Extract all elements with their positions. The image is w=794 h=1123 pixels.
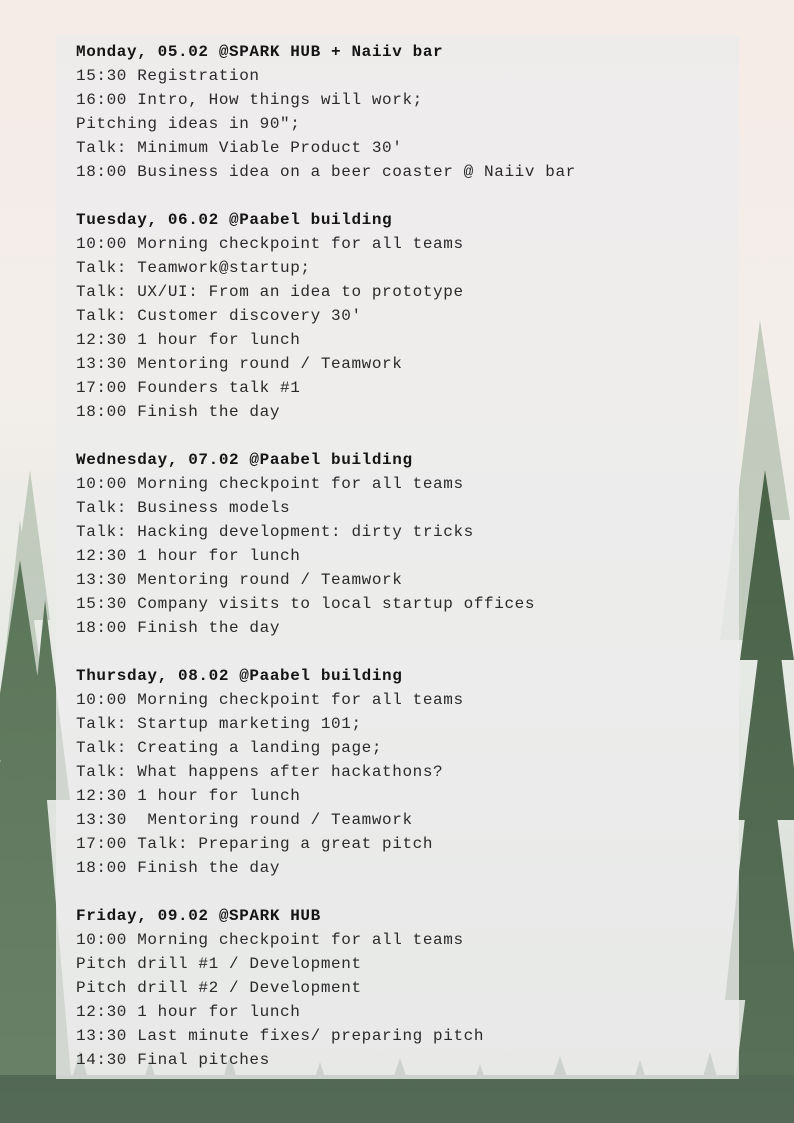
schedule-item: 18:00 Business idea on a beer coaster @ Naiiv bar (76, 163, 576, 181)
schedule-item: 18:00 Finish the day (76, 619, 281, 637)
day-title: Monday, 05.02 @SPARK HUB + Naiiv bar (76, 43, 444, 61)
schedule-item: 15:30 Registration (76, 67, 260, 85)
schedule-item: 13:30 Last minute fixes/ preparing pitch (76, 1027, 485, 1045)
schedule-item: Talk: Customer discovery 30' (76, 307, 362, 325)
schedule-item: Talk: Creating a landing page; (76, 739, 383, 757)
day-title: Friday, 09.02 @SPARK HUB (76, 907, 321, 925)
schedule-item: Talk: Startup marketing 101; (76, 715, 362, 733)
day-block (76, 448, 736, 640)
schedule-item: 10:00 Morning checkpoint for all teams (76, 475, 464, 493)
day-title: Wednesday, 07.02 @Paabel building (76, 451, 413, 469)
day-block (76, 208, 736, 424)
schedule-item: 12:30 1 hour for lunch (76, 1003, 301, 1021)
schedule-item: 18:00 Finish the day (76, 403, 281, 421)
schedule-item: 12:30 1 hour for lunch (76, 547, 301, 565)
schedule-item: 12:30 1 hour for lunch (76, 331, 301, 349)
schedule-item: 18:00 Finish the day (76, 859, 281, 877)
schedule-item: 10:00 Morning checkpoint for all teams (76, 931, 464, 949)
schedule-item: Talk: Teamwork@startup; (76, 259, 311, 277)
schedule-item: Talk: Business models (76, 499, 291, 517)
schedule-item: 13:30 Mentoring round / Teamwork (76, 811, 413, 829)
schedule-item: 14:30 Final pitches (76, 1051, 270, 1069)
day-block (76, 904, 736, 1072)
schedule-item: 10:00 Morning checkpoint for all teams (76, 235, 464, 253)
schedule-item: Pitch drill #1 / Development (76, 955, 362, 973)
schedule-item: 16:00 Intro, How things will work; (76, 91, 423, 109)
schedule-item: Talk: Minimum Viable Product 30' (76, 139, 403, 157)
schedule-item: 17:00 Talk: Preparing a great pitch (76, 835, 434, 853)
day-title: Thursday, 08.02 @Paabel building (76, 667, 403, 685)
schedule-item: 13:30 Mentoring round / Teamwork (76, 571, 403, 589)
schedule-item: 17:00 Founders talk #1 (76, 379, 301, 397)
schedule-item: Pitch drill #2 / Development (76, 979, 362, 997)
schedule-item: 12:30 1 hour for lunch (76, 787, 301, 805)
day-title: Tuesday, 06.02 @Paabel building (76, 211, 393, 229)
day-block (76, 40, 736, 184)
schedule-item: 13:30 Mentoring round / Teamwork (76, 355, 403, 373)
schedule-item: Pitching ideas in 90"; (76, 115, 301, 133)
day-block (76, 664, 736, 880)
schedule-item: Talk: What happens after hackathons? (76, 763, 444, 781)
schedule-item: 15:30 Company visits to local startup offices (76, 595, 536, 613)
schedule-item: 10:00 Morning checkpoint for all teams (76, 691, 464, 709)
schedule (76, 40, 736, 1096)
schedule-item: Talk: Hacking development: dirty tricks (76, 523, 474, 541)
schedule-item: Talk: UX/UI: From an idea to prototype (76, 283, 464, 301)
